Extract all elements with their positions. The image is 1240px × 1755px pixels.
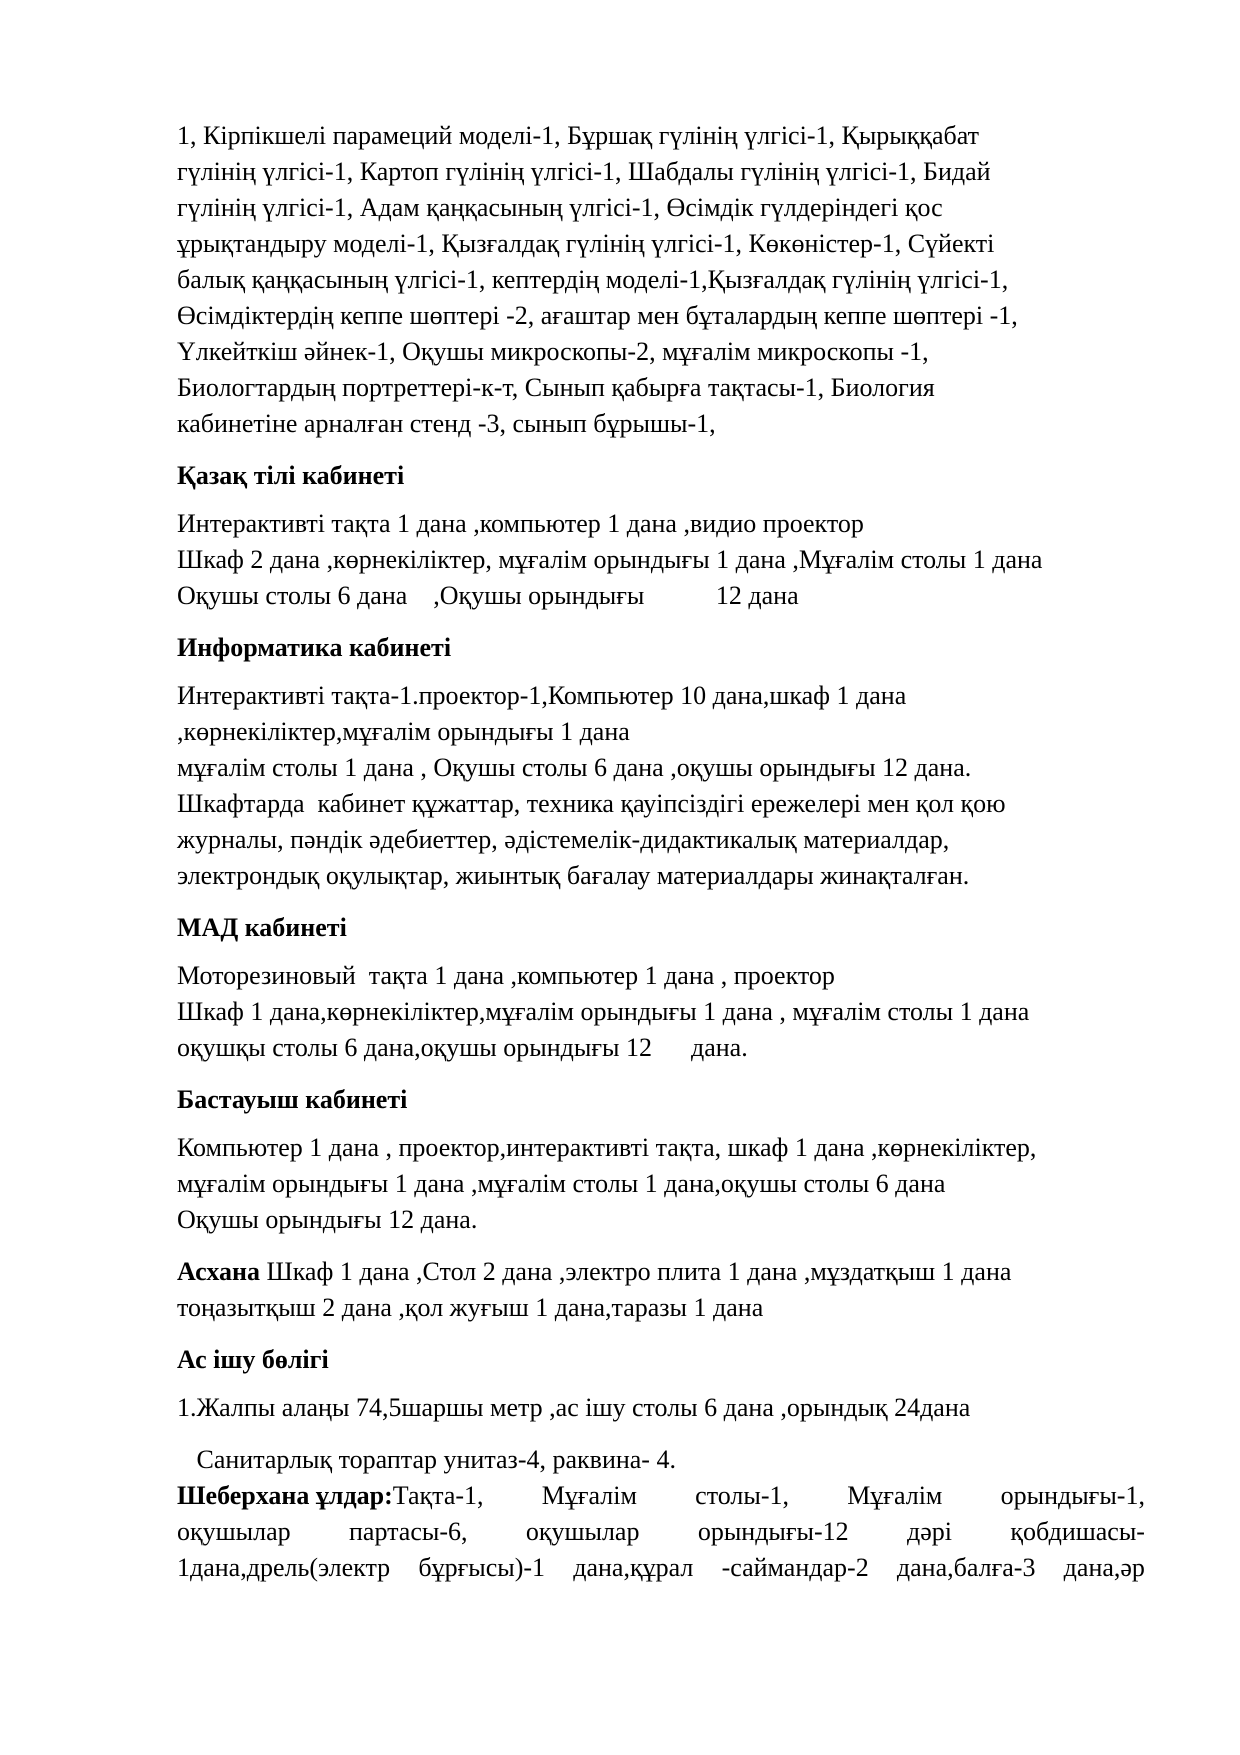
paragraph-line: Өсімдіктердің кеппе шөптері -2, ағаштар мен бұталардың кеппе шөптері -1, (177, 301, 1018, 330)
text-word: Мұғалім (541, 1481, 637, 1510)
paragraph-line: тоңазытқыш 2 дана ,қол жуғыш 1 дана,таразы 1 дана (177, 1293, 764, 1322)
workshop-label: Шеберхана ұлдар: (177, 1481, 393, 1510)
paragraph-line: 1.Жалпы алаңы 74,5шаршы метр ,ас ішу столы 6 дана ,орындық 24дана (177, 1393, 971, 1422)
informatics-room-heading: Информатика кабинеті (177, 633, 452, 662)
biology-equipment-list (177, 118, 1145, 442)
paragraph-line: мұғалім столы 1 дана , Оқушы столы 6 дана ,оқушы орындығы 12 дана. (177, 753, 972, 782)
text-word: столы-1, (695, 1481, 789, 1510)
paragraph-line: балық қаңқасының үлгісі-1, кептердің моделі-1,Қызғалдақ гүлінің үлгісі-1, (177, 265, 1009, 294)
kazakh-room-equipment (177, 506, 1145, 614)
paragraph-line (177, 1514, 1145, 1550)
kitchen-label: Асхана (177, 1257, 260, 1286)
text-word: -саймандар-2 (721, 1553, 869, 1582)
paragraph-line: Интерактивті тақта-1.проектор-1,Компьютер 10 дана,шкаф 1 дана (177, 681, 907, 710)
text-word: дана,балға-3 (896, 1553, 1036, 1582)
text-word: партасы-6, (348, 1517, 468, 1546)
text-word: Тақта-1, (392, 1481, 484, 1510)
paragraph-line: Биологтардың портреттері-к-т, Сынып қабырға тақтасы-1, Биология (177, 373, 935, 402)
text-word: 1дана,дрель(электр (177, 1553, 391, 1582)
paragraph-line: ,көрнекіліктер,мұғалім орындығы 1 дана (177, 717, 630, 746)
paragraph-line: ұрықтандыру моделі-1, Қызғалдақ гүлінің үлгісі-1, Көкөністер-1, Сүйекті (177, 229, 995, 258)
text-word: бұрғысы)-1 (418, 1553, 546, 1582)
text-word: орындығы-12 (697, 1517, 849, 1546)
kitchen-text: Шкаф 1 дана ,Стол 2 дана ,электро плита 1 дана ,мұздатқыш 1 дана (259, 1257, 1012, 1286)
text-word: дәрі (907, 1517, 953, 1546)
paragraph-line: оқушқы столы 6 дана,оқушы орындығы 12 дана. (177, 1033, 748, 1062)
paragraph-line: Компьютер 1 дана , проектор,интерактивті тақта, шкаф 1 дана ,көрнекіліктер, (177, 1133, 1037, 1162)
document-body (177, 118, 1145, 1586)
text-word: дана,әр (1063, 1553, 1145, 1582)
primary-room-heading: Бастауыш кабинеті (177, 1085, 408, 1114)
paragraph-line: Шкафтарда кабинет құжаттар, техника қауіпсіздігі ережелері мен қол қою (177, 789, 1006, 818)
paragraph-line (177, 1478, 1145, 1514)
paragraph-line: гүлінің үлгісі-1, Адам қаңқасының үлгісі-1, Өсімдік гүлдеріндегі қос (177, 193, 943, 222)
mad-room-equipment (177, 958, 1145, 1066)
text-word: қобдишасы- (1010, 1517, 1145, 1546)
dining-area-heading: Ас ішу бөлігі (177, 1345, 329, 1374)
paragraph-line: Шкаф 1 дана,көрнекіліктер,мұғалім орындығы 1 дана , мұғалім столы 1 дана (177, 997, 1030, 1026)
primary-room-equipment (177, 1130, 1145, 1238)
kitchen-paragraph (177, 1254, 1145, 1326)
paragraph-line: кабинетіне арналған стенд -3, сынып бұрышы-1, (177, 409, 716, 438)
paragraph-line: Оқушы столы 6 дана ,Оқушы орындығы 12 дана (177, 581, 799, 610)
paragraph-line: мұғалім орындығы 1 дана ,мұғалім столы 1 дана,оқушы столы 6 дана (177, 1169, 946, 1198)
paragraph-line: Интерактивті тақта 1 дана ,компьютер 1 дана ,видио проектор (177, 509, 864, 538)
paragraph-line: журналы, пәндік әдебиеттер, әдістемелік-дидактикалық материалдар, (177, 825, 950, 854)
paragraph-line: Санитарлық тораптар унитаз-4, раквина- 4. (177, 1445, 676, 1474)
paragraph-line: 1, Кірпікшелі парамеций моделі-1, Бұршақ гүлінің үлгісі-1, Қырыққабат (177, 121, 980, 150)
text-word: оқушылар (177, 1517, 291, 1546)
text-word: оқушылар (525, 1517, 640, 1546)
workshop-paragraph (177, 1478, 1145, 1586)
paragraph-line: гүлінің үлгісі-1, Картоп гүлінің үлгісі-1, Шабдалы гүлінің үлгісі-1, Бидай (177, 157, 991, 186)
paragraph-line: электрондық оқулықтар, жиынтық бағалау материалдары жинақталған. (177, 861, 970, 890)
paragraph-line (177, 1254, 1145, 1290)
text-word: орындығы-1, (1000, 1481, 1145, 1510)
paragraph-line: Моторезиновый тақта 1 дана ,компьютер 1 дана , проектор (177, 961, 835, 990)
text-word: дана,құрал (573, 1553, 694, 1582)
text-word: Мұғалім (847, 1481, 943, 1510)
informatics-room-equipment (177, 678, 1145, 894)
paragraph-line: Оқушы орындығы 12 дана. (177, 1205, 478, 1234)
paragraph-line (177, 1550, 1145, 1586)
paragraph-line: Үлкейткіш әйнек-1, Оқушы микроскопы-2, мұғалім микроскопы -1, (177, 337, 929, 366)
paragraph-line: Шкаф 2 дана ,көрнекіліктер, мұғалім орындығы 1 дана ,Мұғалім столы 1 дана (177, 545, 1043, 574)
mad-room-heading: МАД кабинеті (177, 913, 347, 942)
kazakh-room-heading: Қазақ тілі кабинеті (177, 461, 405, 490)
